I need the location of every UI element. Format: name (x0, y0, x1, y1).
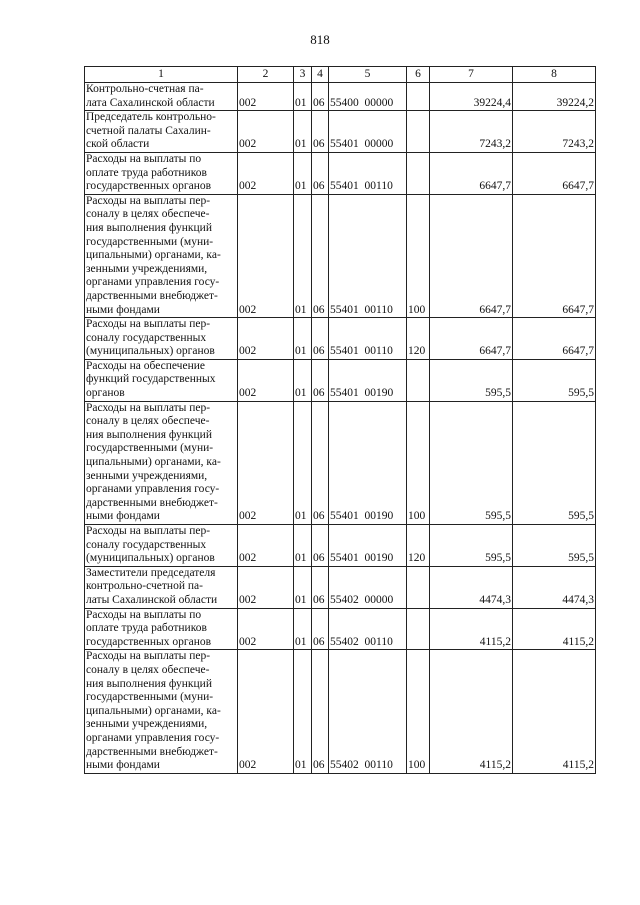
header-col-2: 2 (238, 67, 294, 83)
row-sum1-cell: 7243,2 (430, 111, 513, 153)
row-pr-cell: 06 (312, 525, 329, 567)
row-sum1-cell: 6647,7 (430, 194, 513, 317)
row-sum2-cell: 6647,7 (513, 318, 596, 360)
row-pr-cell: 06 (312, 401, 329, 524)
row-sum1-cell: 595,5 (430, 401, 513, 524)
row-pr-cell: 06 (312, 359, 329, 401)
page-number: 818 (310, 32, 330, 47)
row-ved-cell: 002 (238, 401, 294, 524)
row-vr-cell: 120 (407, 318, 430, 360)
row-name-cell: Расходы на выплаты пер- соналу государственных (муниципальных) органов (85, 318, 238, 360)
row-csr-cell: 55401 00000 (329, 111, 407, 153)
row-rz-cell: 01 (294, 401, 312, 524)
row-pr-cell: 06 (312, 608, 329, 650)
row-sum2-cell: 595,5 (513, 359, 596, 401)
row-ved-cell: 002 (238, 111, 294, 153)
table-row (85, 83, 596, 111)
budget-table (84, 66, 596, 774)
row-pr-cell: 06 (312, 566, 329, 608)
row-csr-cell: 55401 00110 (329, 152, 407, 194)
row-name-cell: Контрольно-счетная па- лата Сахалинской области (85, 83, 238, 111)
table-row (85, 608, 596, 650)
row-rz-cell: 01 (294, 525, 312, 567)
row-sum2-cell: 4115,2 (513, 650, 596, 773)
row-pr-cell: 06 (312, 318, 329, 360)
row-ved-cell: 002 (238, 318, 294, 360)
row-ved-cell: 002 (238, 83, 294, 111)
row-vr-cell: 100 (407, 401, 430, 524)
header-col-4: 4 (312, 67, 329, 83)
table-row (85, 111, 596, 153)
row-vr-cell: 100 (407, 194, 430, 317)
row-csr-cell: 55401 00190 (329, 401, 407, 524)
row-ved-cell: 002 (238, 152, 294, 194)
table-row (85, 525, 596, 567)
row-ved-cell: 002 (238, 359, 294, 401)
row-name-cell: Расходы на выплаты пер- соналу в целях обеспече- ния выполнения функций государственными (муни- ципальными) органами, ка- зенными учреждениями, органами управления госу- дарственными внебюджет- ными фондами (85, 194, 238, 317)
row-csr-cell: 55400 00000 (329, 83, 407, 111)
table-row (85, 152, 596, 194)
row-sum2-cell: 7243,2 (513, 111, 596, 153)
row-rz-cell: 01 (294, 111, 312, 153)
table-row (85, 566, 596, 608)
header-col-5: 5 (329, 67, 407, 83)
row-csr-cell: 55402 00110 (329, 608, 407, 650)
row-ved-cell: 002 (238, 566, 294, 608)
row-name-cell: Расходы на выплаты по оплате труда работников государственных органов (85, 152, 238, 194)
row-rz-cell: 01 (294, 194, 312, 317)
row-vr-cell (407, 566, 430, 608)
row-vr-cell (407, 152, 430, 194)
row-sum2-cell: 6647,7 (513, 152, 596, 194)
row-pr-cell: 06 (312, 650, 329, 773)
table-header-row (85, 67, 596, 83)
row-ved-cell: 002 (238, 608, 294, 650)
row-vr-cell: 100 (407, 650, 430, 773)
row-vr-cell (407, 608, 430, 650)
table-row (85, 650, 596, 773)
row-sum2-cell: 595,5 (513, 401, 596, 524)
row-sum1-cell: 4115,2 (430, 650, 513, 773)
row-name-cell: Расходы на обеспечение функций государственных органов (85, 359, 238, 401)
header-col-3: 3 (294, 67, 312, 83)
row-pr-cell: 06 (312, 194, 329, 317)
row-csr-cell: 55401 00190 (329, 359, 407, 401)
header-col-7: 7 (430, 67, 513, 83)
row-rz-cell: 01 (294, 566, 312, 608)
row-csr-cell: 55401 00110 (329, 318, 407, 360)
row-vr-cell (407, 111, 430, 153)
row-sum1-cell: 4115,2 (430, 608, 513, 650)
row-csr-cell: 55402 00000 (329, 566, 407, 608)
header-col-6: 6 (407, 67, 430, 83)
header-col-8: 8 (513, 67, 596, 83)
row-pr-cell: 06 (312, 83, 329, 111)
table-row (85, 194, 596, 317)
table-body (85, 83, 596, 774)
table-row (85, 359, 596, 401)
row-sum2-cell: 6647,7 (513, 194, 596, 317)
row-name-cell: Расходы на выплаты пер- соналу государственных (муниципальных) органов (85, 525, 238, 567)
row-name-cell: Заместители председателя контрольно-счетной па- латы Сахалинской области (85, 566, 238, 608)
row-name-cell: Расходы на выплаты пер- соналу в целях обеспече- ния выполнения функций государственными (муни- ципальными) органами, ка- зенными учреждениями, органами управления госу- дарственными внебюджет- ными фондами (85, 650, 238, 773)
row-name-cell: Председатель контрольно- счетной палаты Сахалин- ской области (85, 111, 238, 153)
row-csr-cell: 55402 00110 (329, 650, 407, 773)
row-rz-cell: 01 (294, 318, 312, 360)
row-name-cell: Расходы на выплаты пер- соналу в целях обеспече- ния выполнения функций государственными (муни- ципальными) органами, ка- зенными учреждениями, органами управления госу- дарственными внебюджет- ными фондами (85, 401, 238, 524)
row-csr-cell: 55401 00190 (329, 525, 407, 567)
row-sum2-cell: 595,5 (513, 525, 596, 567)
row-rz-cell: 01 (294, 152, 312, 194)
row-rz-cell: 01 (294, 650, 312, 773)
row-sum1-cell: 595,5 (430, 525, 513, 567)
row-name-cell: Расходы на выплаты по оплате труда работников государственных органов (85, 608, 238, 650)
row-csr-cell: 55401 00110 (329, 194, 407, 317)
header-col-1: 1 (85, 67, 238, 83)
row-sum2-cell: 39224,2 (513, 83, 596, 111)
table-row (85, 401, 596, 524)
table-row (85, 318, 596, 360)
row-rz-cell: 01 (294, 83, 312, 111)
row-ved-cell: 002 (238, 650, 294, 773)
row-vr-cell (407, 83, 430, 111)
row-sum1-cell: 595,5 (430, 359, 513, 401)
row-sum1-cell: 6647,7 (430, 318, 513, 360)
row-pr-cell: 06 (312, 152, 329, 194)
row-rz-cell: 01 (294, 608, 312, 650)
row-sum2-cell: 4115,2 (513, 608, 596, 650)
row-vr-cell (407, 359, 430, 401)
row-ved-cell: 002 (238, 525, 294, 567)
row-sum2-cell: 4474,3 (513, 566, 596, 608)
row-vr-cell: 120 (407, 525, 430, 567)
row-ved-cell: 002 (238, 194, 294, 317)
row-sum1-cell: 39224,4 (430, 83, 513, 111)
row-sum1-cell: 4474,3 (430, 566, 513, 608)
row-sum1-cell: 6647,7 (430, 152, 513, 194)
row-rz-cell: 01 (294, 359, 312, 401)
row-pr-cell: 06 (312, 111, 329, 153)
